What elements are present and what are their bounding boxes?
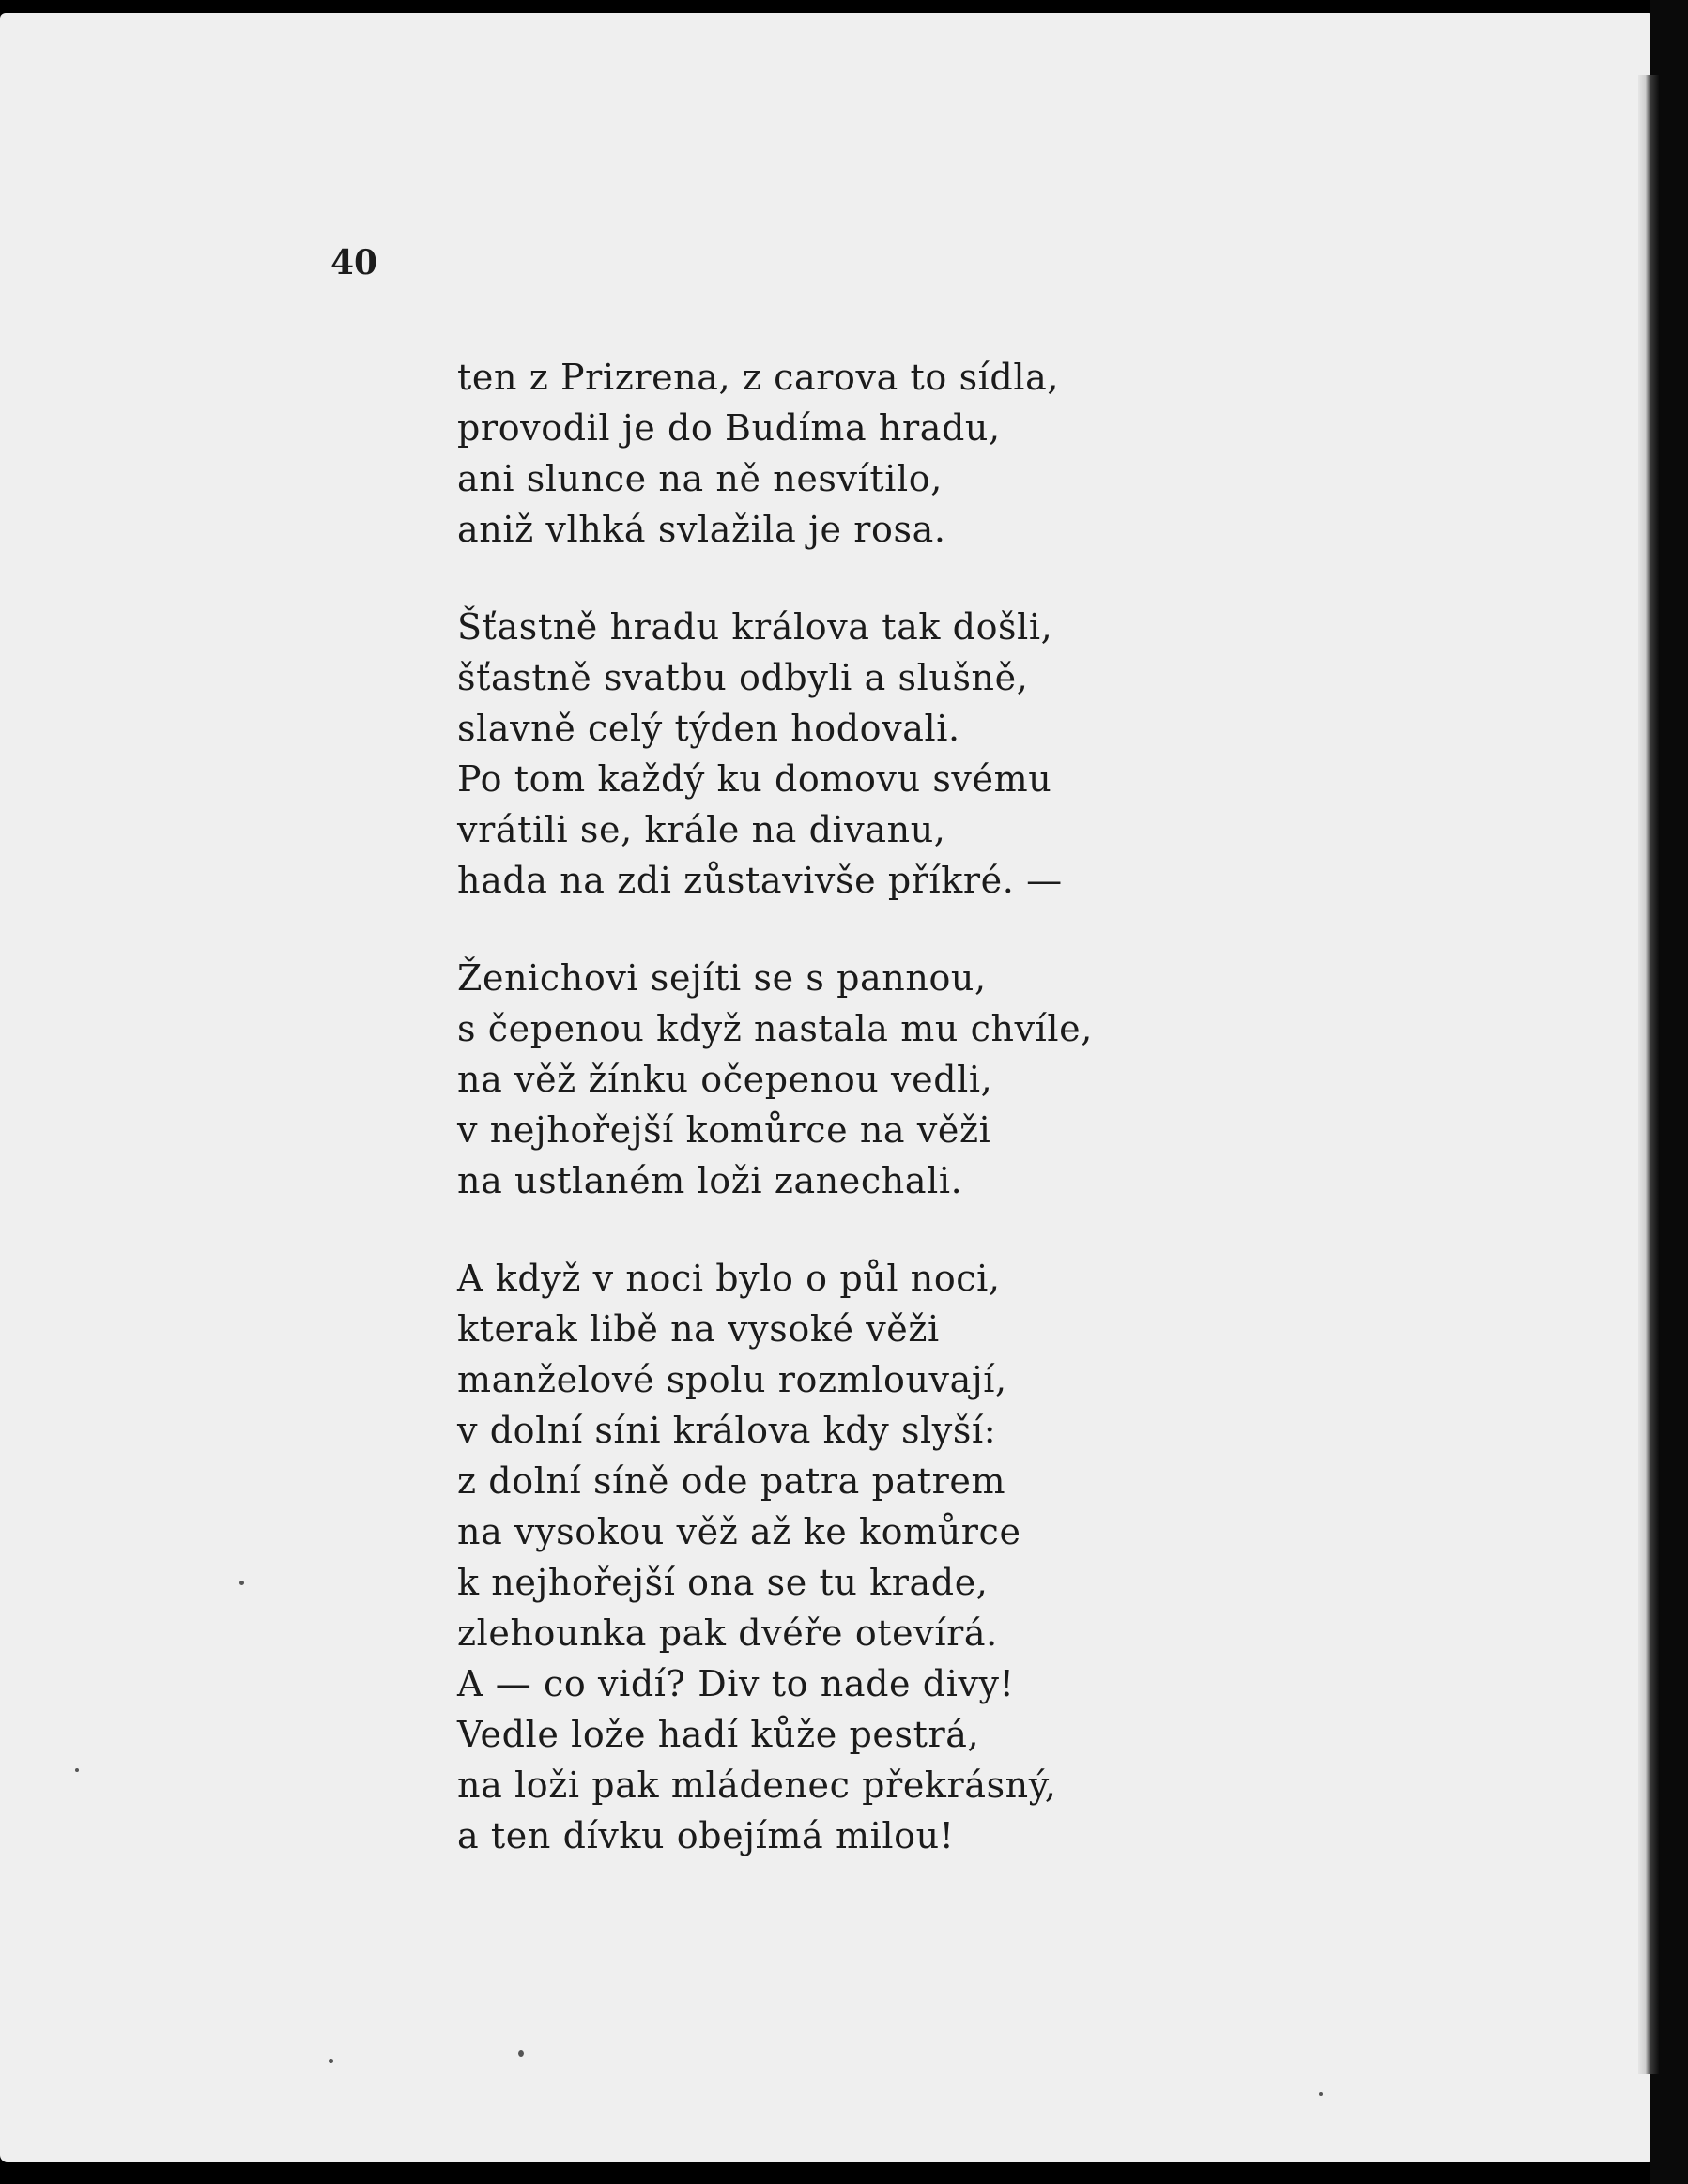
verse-line: Šťastně hradu králova tak došli, xyxy=(457,606,1053,648)
verse-line: kterak libě na vysoké věži xyxy=(457,1308,940,1350)
verse-line: šťastně svatbu odbyli a slušně, xyxy=(457,657,1029,698)
verse-line: A když v noci bylo o půl noci, xyxy=(457,1258,1001,1299)
verse-line: Ženichovi sejíti se s pannou, xyxy=(457,957,987,999)
verse-line: slavně celý týden hodovali. xyxy=(457,708,960,749)
verse-line: ani slunce na ně nesvítilo, xyxy=(457,458,943,499)
paper-speck xyxy=(1319,2092,1323,2096)
verse-line: vrátili se, krále na divanu, xyxy=(457,809,946,850)
stanza xyxy=(457,1253,1565,1861)
verse-line: v dolní síni králova kdy slyší: xyxy=(457,1410,997,1451)
verse-line: ten z Prizrena, z carova to sídla, xyxy=(457,357,1060,398)
stanza xyxy=(457,953,1565,1206)
verse-line: na věž žínku očepenou vedli, xyxy=(457,1059,993,1100)
poem-text xyxy=(457,352,1565,1908)
paper-speck xyxy=(329,2059,333,2063)
verse-line: s čepenou když nastala mu chvíle, xyxy=(457,1008,1093,1049)
verse-line: Po tom každý ku domovu svému xyxy=(457,758,1052,800)
page-edge-shadow xyxy=(1638,75,1659,2074)
paper-speck xyxy=(75,1768,79,1772)
verse-line: Vedle lože hadí kůže pestrá, xyxy=(457,1714,980,1755)
verse-line: na ustlaném loži zanechali. xyxy=(457,1160,963,1201)
verse-line: provodil je do Budíma hradu, xyxy=(457,407,1001,449)
verse-line: na vysokou věž až ke komůrce xyxy=(457,1511,1021,1552)
verse-line: A — co vidí? Div to nade divy! xyxy=(457,1663,1015,1704)
stanza xyxy=(457,602,1565,906)
verse-line: a ten dívku obejímá milou! xyxy=(457,1815,955,1856)
verse-line: k nejhořejší ona se tu krade, xyxy=(457,1562,989,1603)
page-number: 40 xyxy=(330,243,378,283)
verse-line: z dolní síně ode patra patrem xyxy=(457,1460,1006,1502)
verse-line: aniž vlhká svlažila je rosa. xyxy=(457,509,946,550)
paper-speck xyxy=(239,1581,244,1585)
verse-line: v nejhořejší komůrce na věži xyxy=(457,1109,991,1151)
verse-line: manželové spolu rozmlouvají, xyxy=(457,1359,1007,1400)
verse-line: na loži pak mládenec překrásný, xyxy=(457,1764,1057,1806)
stanza xyxy=(457,352,1565,555)
verse-line: zlehounka pak dvéře otevírá. xyxy=(457,1612,998,1654)
verse-line: hada na zdi zůstavivše příkré. — xyxy=(457,860,1063,901)
paper-speck xyxy=(518,2050,524,2057)
